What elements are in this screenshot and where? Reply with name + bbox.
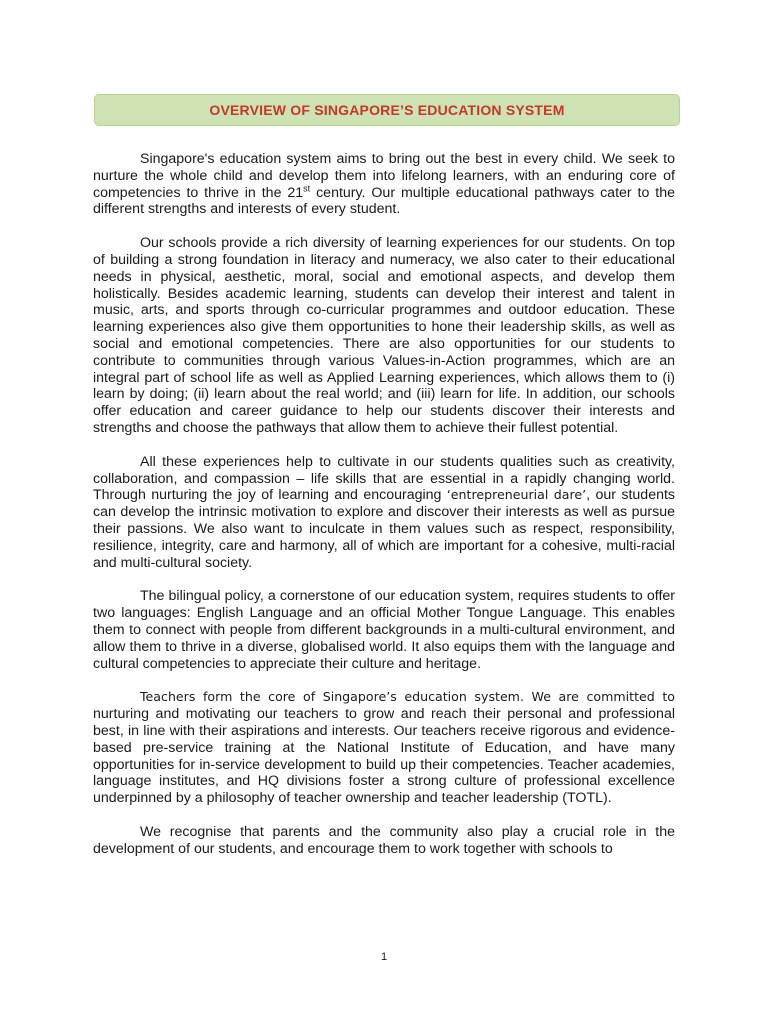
- entrepreneurial-dare-phrase: ‘entrepreneurial dare’: [446, 487, 587, 503]
- paragraph-teachers-text: nurturing and motivating our teachers to grow and reach their personal and professional best, in line with their aspirations and interests. Our teachers receive rigorous and evidence-based pre-service training at the National Institute of Education, and have many opportunities for in-service development to build up their competencies. Teacher academies, language institutes, and HQ divisions foster a strong culture of professional excellence underpinned by a philosophy of teacher ownership and teacher leadership (TOTL).: [93, 706, 675, 807]
- paragraph-teachers: [93, 689, 675, 807]
- title-banner: [94, 94, 680, 126]
- paragraph-bilingual-policy: The bilingual policy, a cornerstone of our education system, requires students to offer two languages: English Language and an official Mother Tongue Language. This enables them to connect with people from different backgrounds in a multi-cultural environment, and allow them to thrive in a diverse, globalised world. It also equips them with the language and cultural competencies to appreciate their culture and heritage.: [93, 588, 675, 672]
- paragraph-learning-experiences: Our schools provide a rich diversity of learning experiences for our students. On top of building a strong foundation in literacy and numeracy, we also cater to their educational needs in physical, aesthetic, moral, social and emotional aspects, and develop them holistically. Besides academic learning, students can develop their interest and talent in music, arts, and sports through co-curricular programmes and outdoor education. These learning experiences also give them opportunities to hone their leadership skills, as well as social and emotional competencies. There are also opportunities for our students to contribute to communities through various Values-in-Action programmes, which are an integral part of school life as well as Applied Learning experiences, which allows them to (i) learn by doing; (ii) learn about the real world; and (iii) learn for life. In addition, our schools offer education and career guidance to help our students discover their interests and strengths and choose the pathways that allow them to achieve their fullest potential.: [93, 235, 675, 436]
- document-body: [93, 151, 675, 874]
- paragraph-parents-community: We recognise that parents and the community also play a crucial role in the development of our students, and encourage them to work together with schools to: [93, 823, 675, 857]
- paragraph-qualities-text-end: , our students can develop the intrinsic motivation to explore and discover their interests as well as pursue their passions. We also want to inculcate in them values such as respect, responsibility, resilience, integrity, care and harmony, all of which are important for a cohesive, multi-racial and multi-cultural society.: [93, 487, 676, 571]
- superscript-st: st: [303, 182, 311, 193]
- page-number: 1: [380, 951, 388, 963]
- page-title: OVERVIEW OF SINGAPORE’S EDUCATION SYSTEM: [209, 102, 565, 118]
- paragraph-qualities: [93, 454, 675, 572]
- paragraph-intro: [93, 151, 675, 218]
- teachers-lead-sentence: Teachers form the core of Singapore’s education system. We are committed to: [140, 689, 675, 705]
- paragraph-intro-text-end: century. Our multiple educational pathways cater to the different strengths and interests of every student.: [93, 184, 675, 218]
- paragraph-intro-text: Singapore's education system aims to bring out the best in every child. We seek to nurture the whole child and develop them into lifelong learners, with an enduring core of competencies to thrive in the 21: [93, 151, 675, 201]
- paragraph-qualities-text: All these experiences help to cultivate in our students qualities such as creativity, collaboration, and compassion – life skills that are essential in a rapidly changing world. Through nurturing the joy of learning and encouraging: [93, 453, 675, 504]
